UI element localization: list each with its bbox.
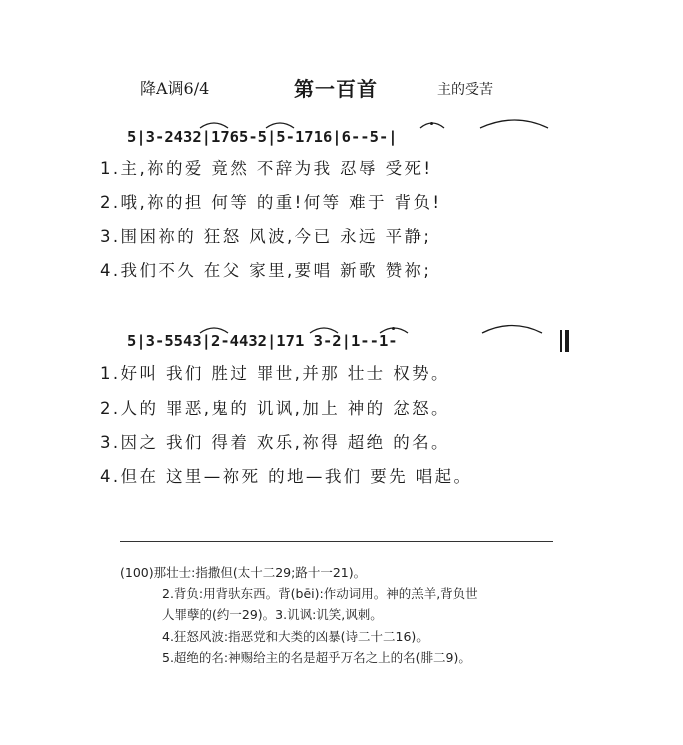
stanza1-verse4: 4.我们不久 在父 家里,要唱 新歌 赞祢; [100, 261, 432, 280]
final-barline-thick [565, 330, 569, 352]
hymn-key-signature: 降A调6/4 [140, 79, 210, 98]
hymn-subtitle: 主的受苦 [437, 82, 493, 98]
footnote-divider [120, 541, 553, 542]
footnote-line: (100)那壮士:指撒但(太十二29;路十一21)。 [120, 565, 367, 580]
stanza1-verse3: 3.围困祢的 狂怒 风波,今已 永远 平静; [100, 227, 432, 246]
hymn-title: 第一百首 [294, 77, 378, 101]
octave-dot [392, 327, 395, 330]
footnote-line: 人罪孽的(约一29)。3.讥讽:讥笑,讽刺。 [162, 607, 383, 622]
stanza1-verse2: 2.哦,祢的担 何等 的重!何等 难于 背负! [100, 193, 442, 212]
stanza1-notation: 5|3-2432|1765-5|5-1716|6--5-| [127, 128, 398, 146]
stanza2-notation: 5|3-5543|2-4432|171 3-2|1--1- [127, 332, 398, 350]
footnote-line: 2.背负:用背驮东西。背(bēi):作动词用。神的羔羊,背负世 [162, 586, 478, 601]
octave-dot [430, 122, 433, 125]
stanza2-verse1: 1.好叫 我们 胜过 罪世,并那 壮士 权势。 [100, 364, 450, 383]
stanza2-verse4: 4.但在 这里—祢死 的地—我们 要先 唱起。 [100, 467, 473, 486]
stanza1-verse1: 1.主,祢的爱 竟然 不辞为我 忍辱 受死! [100, 159, 433, 178]
footnote-line: 4.狂怒风波:指恶党和大类的凶暴(诗二十二16)。 [162, 629, 429, 644]
final-barline-thin [560, 330, 562, 352]
stanza2-verse2: 2.人的 罪恶,鬼的 讥讽,加上 神的 忿怒。 [100, 399, 450, 418]
footnote-line: 5.超绝的名:神赐给主的名是超乎万名之上的名(腓二9)。 [162, 650, 471, 665]
stanza2-verse3: 3.因之 我们 得着 欢乐,祢得 超绝 的名。 [100, 433, 450, 452]
